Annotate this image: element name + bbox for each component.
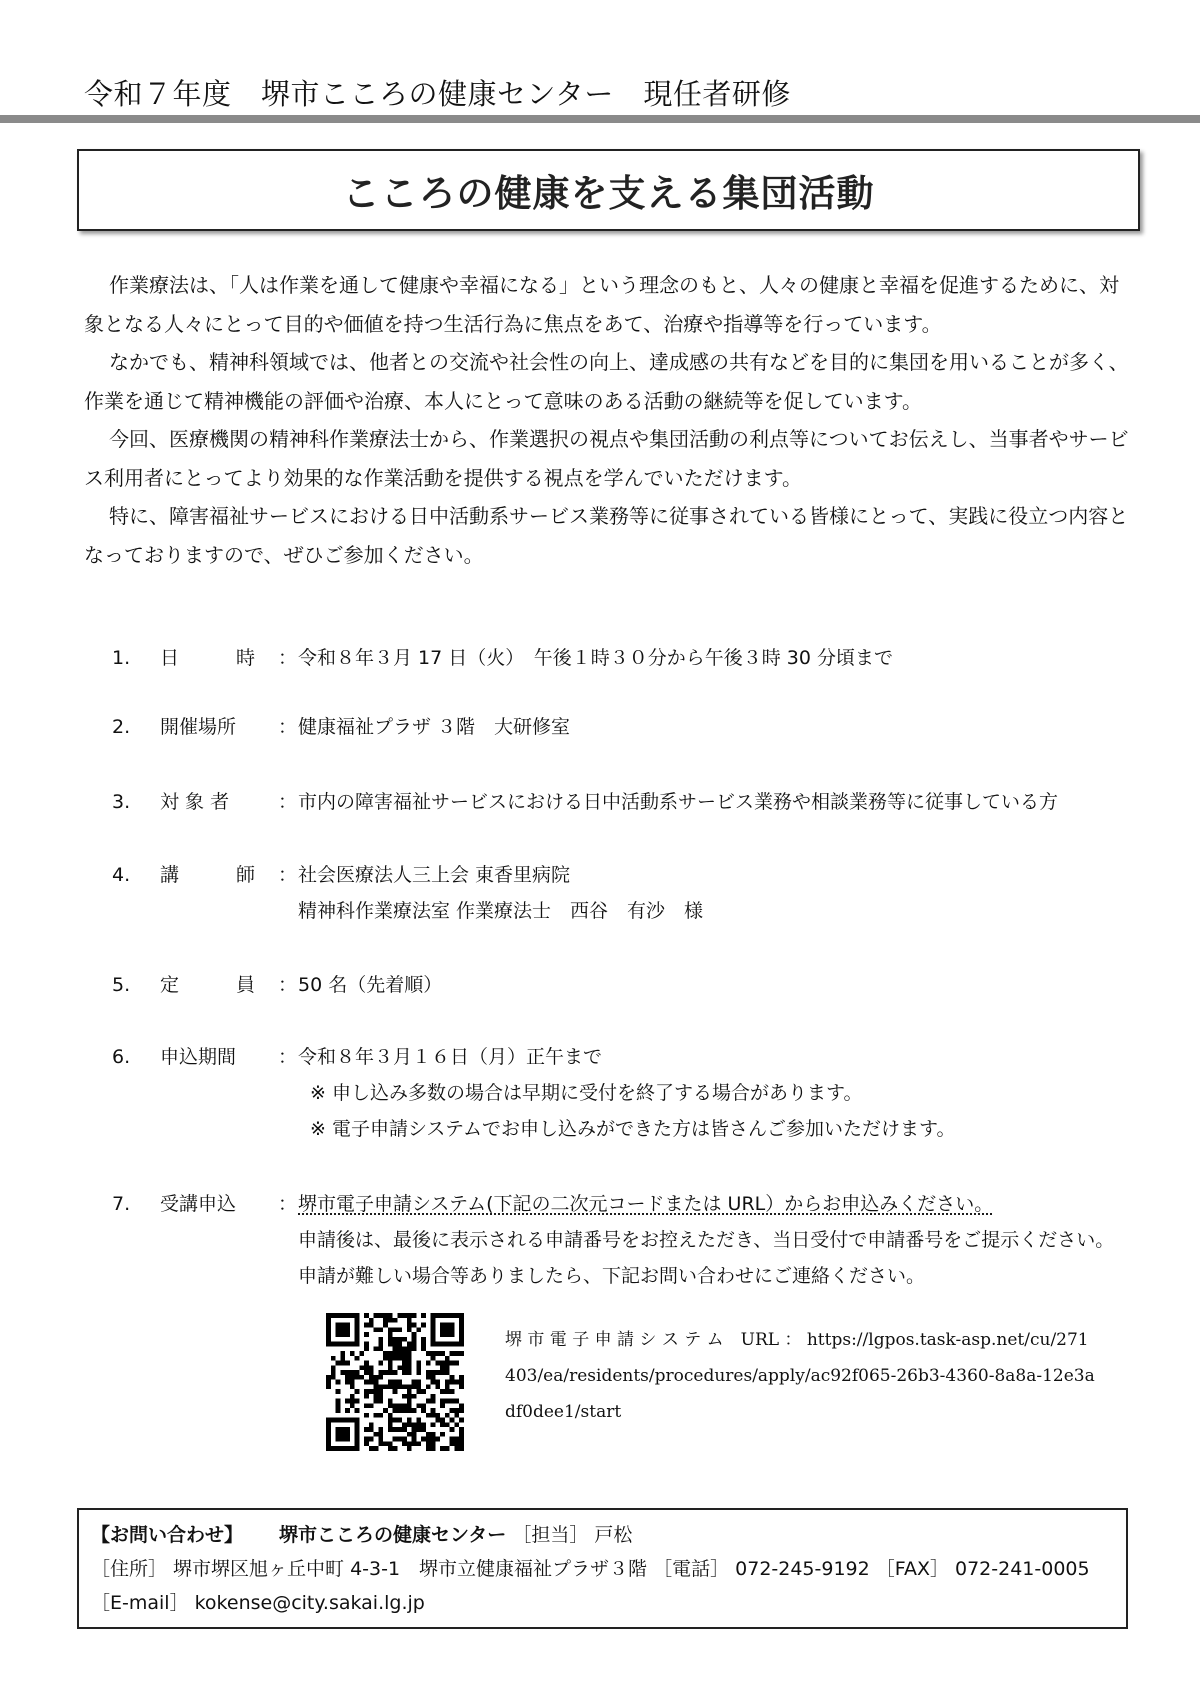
period-note: ※ 申し込み多数の場合は早期に受付を終了する場合があります。 bbox=[310, 1082, 863, 1104]
item-number: 5. bbox=[112, 974, 131, 996]
page-header-title: 令和７年度 堺市こころの健康センター 現任者研修 bbox=[84, 77, 791, 111]
contact-address: ［住所］ 堺市堺区旭ヶ丘中町 4-3-1 堺市立健康福祉プラザ３階 ［電話］ 072-245-9192 ［FAX］ 072-241-0005 bbox=[91, 1558, 1090, 1580]
contact-heading-line bbox=[91, 1518, 1114, 1552]
intro-paragraph: なかでも、精神科領域では、他者との交流や社会性の向上、達成感の共有などを目的に集団を用いることが多く、作業を通じて精神機能の評価や治療、本人にとって意味のある活動の継続等を促しています。 bbox=[84, 350, 1129, 413]
apply-instructions: 申請後は、最後に表示される申請番号をお控えただき、当日受付で申請番号をご提示ください。 bbox=[298, 1229, 1115, 1251]
item-label: 講 師 bbox=[160, 864, 256, 886]
item-label: 日 時 bbox=[160, 647, 256, 669]
intro-paragraph: 特に、障害福祉サービスにおける日中活動系サービス業務等に従事されている皆様にとって、実践に役立つ内容となっておりますので、ぜひご参加ください。 bbox=[84, 504, 1129, 567]
contact-person: ［担当］ 戸松 bbox=[512, 1524, 633, 1546]
header-divider bbox=[0, 115, 1200, 123]
contact-box bbox=[77, 1508, 1128, 1629]
period-value bbox=[298, 1039, 956, 1147]
item-number: 7. bbox=[112, 1193, 131, 1215]
intro-paragraph: 作業療法は、「人は作業を通して健康や幸福になる」という理念のもと、人々の健康と幸福を促進するために、対象となる人々にとって目的や価値を持つ生活行為に焦点をあて、治療や指導等を行っています。 bbox=[84, 273, 1119, 336]
intro-text bbox=[84, 266, 1134, 574]
item-number: 1. bbox=[112, 647, 131, 669]
title-box bbox=[77, 149, 1140, 231]
lecturer-organization: 社会医療法人三上会 東香里病院 bbox=[298, 864, 571, 886]
qr-code[interactable] bbox=[326, 1313, 464, 1451]
item-separator: ： bbox=[278, 1193, 298, 1215]
item-number: 6. bbox=[112, 1046, 131, 1068]
page-title: こころの健康を支える集団活動 bbox=[342, 172, 875, 215]
capacity-value: 50 名（先着順） bbox=[298, 974, 443, 996]
lecturer-name: 精神科作業療法室 作業療法士 西谷 有沙 様 bbox=[298, 900, 704, 922]
item-separator: ： bbox=[278, 864, 298, 886]
item-number: 2. bbox=[112, 716, 131, 738]
e-application-link[interactable]: 堺市電子申請システム(下記の二次元コードまたは URL）からお申込みください。 bbox=[298, 1193, 994, 1215]
item-number: 4. bbox=[112, 864, 131, 886]
date-value: 令和８年３月 17 日（火） 午後１時３０分から午後３時 30 分頃まで bbox=[298, 647, 894, 669]
item-number: 3. bbox=[112, 791, 131, 813]
venue-value: 健康福祉プラザ ３階 大研修室 bbox=[298, 716, 571, 738]
apply-value bbox=[298, 1186, 1114, 1294]
contact-email[interactable]: ［E-mail］ kokense@city.sakai.lg.jp bbox=[91, 1592, 425, 1614]
contact-heading: 【お問い合わせ】 bbox=[91, 1524, 244, 1546]
item-separator: ： bbox=[278, 791, 298, 813]
item-label: 開催場所 bbox=[160, 716, 237, 738]
item-separator: ： bbox=[278, 716, 298, 738]
contact-organization: 堺市こころの健康センター bbox=[279, 1524, 507, 1546]
period-deadline: 令和８年３月１６日（月）正午まで bbox=[298, 1046, 603, 1068]
item-separator: ： bbox=[278, 647, 298, 669]
item-label: 対 象 者 bbox=[160, 791, 230, 813]
item-separator: ： bbox=[278, 974, 298, 996]
intro-paragraph: 今回、医療機関の精神科作業療法士から、作業選択の視点や集団活動の利点等についてお伝えし、当事者やサービス利用者にとってより効果的な作業活動を提供する視点を学んでいただけます。 bbox=[84, 427, 1129, 490]
apply-contact-note: 申請が難しい場合等ありましたら、下記お問い合わせにご連絡ください。 bbox=[298, 1265, 926, 1287]
application-url[interactable]: 堺 市 電 子 申 請 シ ス テ ム URL ： https://lgpos.task-asp.net/cu/271403/ea/residents/procedures/apply/ac92f065-26b3-4360-8a8a-12e3adf0dee1/start bbox=[505, 1330, 1095, 1422]
period-note: ※ 電子申請システムでお申し込みができた方は皆さんご参加いただけます。 bbox=[310, 1118, 956, 1140]
lecturer-value bbox=[298, 857, 703, 929]
item-separator: ： bbox=[278, 1046, 298, 1068]
item-label: 申込期間 bbox=[160, 1046, 237, 1068]
target-value: 市内の障害福祉サービスにおける日中活動系サービス業務や相談業務等に従事している方 bbox=[298, 791, 1059, 813]
item-label: 受講申込 bbox=[160, 1193, 237, 1215]
item-label: 定 員 bbox=[160, 974, 256, 996]
